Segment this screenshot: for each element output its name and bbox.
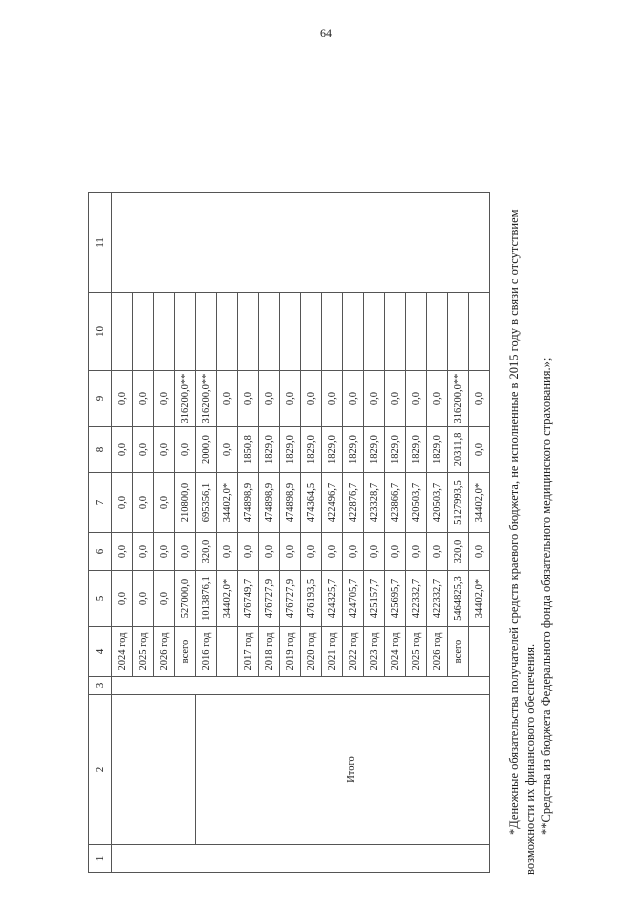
value-cell: 34402,0* — [469, 473, 490, 533]
period-cell: 2026 год — [427, 627, 448, 677]
col10-cell — [385, 293, 406, 371]
period-cell: 2023 год — [364, 627, 385, 677]
col10-cell — [175, 293, 196, 371]
value-cell: 0,0 — [133, 371, 154, 427]
value-cell: 0,0 — [175, 427, 196, 473]
value-cell: 5127993,5 — [448, 473, 469, 533]
value-cell: 0,0 — [154, 427, 175, 473]
value-cell: 420503,7 — [406, 473, 427, 533]
col10-cell — [133, 293, 154, 371]
value-cell: 1013876,1 — [196, 571, 217, 627]
value-cell: 422332,7 — [406, 571, 427, 627]
value-cell: 420503,7 — [427, 473, 448, 533]
value-cell: 1829,0 — [406, 427, 427, 473]
value-cell: 0,0 — [154, 473, 175, 533]
value-cell: 474898,9 — [280, 473, 301, 533]
value-cell: 0,0 — [217, 533, 238, 571]
value-cell: 423866,7 — [385, 473, 406, 533]
value-cell: 2000,0 — [196, 427, 217, 473]
col10-cell — [364, 293, 385, 371]
col3-cell — [112, 677, 490, 695]
value-cell: 0,0 — [259, 533, 280, 571]
value-cell: 0,0 — [112, 371, 133, 427]
value-cell: 0,0 — [112, 533, 133, 571]
value-cell: 34402,0* — [469, 571, 490, 627]
value-cell: 476749,7 — [238, 571, 259, 627]
period-cell: 2025 год — [406, 627, 427, 677]
value-cell: 0,0 — [364, 371, 385, 427]
column-number: 11 — [89, 193, 112, 293]
column-number: 9 — [89, 371, 112, 427]
value-cell: 0,0 — [217, 427, 238, 473]
period-cell — [217, 627, 238, 677]
table-row — [112, 193, 133, 873]
value-cell: 0,0 — [238, 533, 259, 571]
value-cell: 0,0 — [154, 533, 175, 571]
footnote-2: **Средства из бюджета Федерального фонда обязательного медицинского страхования.»; — [539, 357, 553, 835]
period-cell: 2024 год — [112, 627, 133, 677]
period-cell: 2025 год — [133, 627, 154, 677]
value-cell: 422876,7 — [343, 473, 364, 533]
col10-cell — [154, 293, 175, 371]
value-cell: 474898,9 — [238, 473, 259, 533]
col10-cell — [301, 293, 322, 371]
header-row — [89, 193, 112, 873]
value-cell: 34402,0* — [217, 473, 238, 533]
table-row — [196, 193, 217, 873]
period-cell: всего — [175, 627, 196, 677]
column-number: 2 — [89, 695, 112, 845]
value-cell: 0,0 — [133, 473, 154, 533]
value-cell: 0,0 — [322, 533, 343, 571]
budget-table — [88, 192, 490, 873]
value-cell: 1829,0 — [364, 427, 385, 473]
period-cell: всего — [448, 627, 469, 677]
col1-cell — [112, 845, 490, 873]
value-cell: 0,0 — [343, 533, 364, 571]
value-cell: 0,0 — [112, 473, 133, 533]
period-cell: 2021 год — [322, 627, 343, 677]
period-cell: 2022 год — [343, 627, 364, 677]
value-cell: 316200,0** — [196, 371, 217, 427]
value-cell: 423328,7 — [364, 473, 385, 533]
value-cell: 422332,7 — [427, 571, 448, 627]
value-cell: 0,0 — [238, 371, 259, 427]
value-cell: 0,0 — [175, 533, 196, 571]
col10-cell — [406, 293, 427, 371]
value-cell: 0,0 — [385, 371, 406, 427]
value-cell: 0,0 — [133, 533, 154, 571]
value-cell: 0,0 — [301, 533, 322, 571]
value-cell: 422496,7 — [322, 473, 343, 533]
value-cell: 527000,0 — [175, 571, 196, 627]
value-cell: 0,0 — [133, 427, 154, 473]
value-cell: 0,0 — [385, 533, 406, 571]
period-cell: 2019 год — [280, 627, 301, 677]
value-cell: 0,0 — [112, 571, 133, 627]
period-cell — [469, 627, 490, 677]
value-cell: 0,0 — [469, 533, 490, 571]
value-cell: 0,0 — [364, 533, 385, 571]
footnote-1-cont: возможности их финансового обеспечения. — [523, 643, 537, 875]
column-number: 1 — [89, 845, 112, 873]
column-number: 7 — [89, 473, 112, 533]
value-cell: 0,0 — [406, 371, 427, 427]
value-cell: 425695,7 — [385, 571, 406, 627]
page-number: 64 — [320, 26, 332, 40]
value-cell: 1829,0 — [259, 427, 280, 473]
period-cell: 2024 год — [385, 627, 406, 677]
value-cell: 1829,0 — [385, 427, 406, 473]
col10-cell — [196, 293, 217, 371]
value-cell: 0,0 — [343, 371, 364, 427]
value-cell: 210800,0 — [175, 473, 196, 533]
value-cell: 424325,7 — [322, 571, 343, 627]
value-cell: 474898,9 — [259, 473, 280, 533]
value-cell: 0,0 — [154, 371, 175, 427]
value-cell: 316200,0** — [175, 371, 196, 427]
value-cell: 1829,0 — [343, 427, 364, 473]
period-cell: 2016 год — [196, 627, 217, 677]
value-cell: 1829,0 — [427, 427, 448, 473]
value-cell: 0,0 — [259, 371, 280, 427]
column-number: 10 — [89, 293, 112, 371]
value-cell: 424705,7 — [343, 571, 364, 627]
column-number: 3 — [89, 677, 112, 695]
col10-cell — [217, 293, 238, 371]
value-cell: 0,0 — [280, 533, 301, 571]
rotated-page-content — [88, 25, 553, 905]
column-number: 8 — [89, 427, 112, 473]
col10-cell — [469, 293, 490, 371]
col10-cell — [238, 293, 259, 371]
value-cell: 0,0 — [469, 427, 490, 473]
value-cell: 1850,8 — [238, 427, 259, 473]
value-cell: 320,0 — [196, 533, 217, 571]
value-cell: 1829,0 — [301, 427, 322, 473]
value-cell: 1829,0 — [280, 427, 301, 473]
period-cell: 2018 год — [259, 627, 280, 677]
col10-cell — [112, 293, 133, 371]
value-cell: 476727,9 — [280, 571, 301, 627]
value-cell: 0,0 — [301, 371, 322, 427]
footnotes — [506, 35, 554, 875]
value-cell: 0,0 — [280, 371, 301, 427]
value-cell: 34402,0* — [217, 571, 238, 627]
period-cell: 2020 год — [301, 627, 322, 677]
value-cell: 425157,7 — [364, 571, 385, 627]
value-cell: 476727,9 — [259, 571, 280, 627]
value-cell: 5464825,3 — [448, 571, 469, 627]
col2-cell-upper — [112, 695, 196, 845]
value-cell: 0,0 — [154, 571, 175, 627]
column-number: 4 — [89, 627, 112, 677]
value-cell: 0,0 — [112, 427, 133, 473]
period-cell: 2017 год — [238, 627, 259, 677]
total-label: Итого — [196, 695, 490, 845]
column-number: 6 — [89, 533, 112, 571]
budget-table-body — [89, 193, 490, 873]
period-cell: 2026 год — [154, 627, 175, 677]
footnote-1: *Денежные обязательства получателей средств краевого бюджета, не исполненные в 2015 году в связи с отсутствием — [507, 209, 521, 835]
value-cell: 0,0 — [217, 371, 238, 427]
value-cell: 1829,0 — [322, 427, 343, 473]
col10-cell — [322, 293, 343, 371]
value-cell: 0,0 — [133, 571, 154, 627]
value-cell: 316200,0** — [448, 371, 469, 427]
value-cell: 20311,8 — [448, 427, 469, 473]
col10-cell — [259, 293, 280, 371]
col10-cell — [427, 293, 448, 371]
col10-cell — [280, 293, 301, 371]
value-cell: 0,0 — [427, 371, 448, 427]
col10-cell — [448, 293, 469, 371]
value-cell: 0,0 — [406, 533, 427, 571]
column-number: 5 — [89, 571, 112, 627]
value-cell: 0,0 — [427, 533, 448, 571]
value-cell: 476193,5 — [301, 571, 322, 627]
value-cell: 695356,1 — [196, 473, 217, 533]
value-cell: 0,0 — [322, 371, 343, 427]
value-cell: 474364,5 — [301, 473, 322, 533]
col10-cell — [343, 293, 364, 371]
value-cell: 320,0 — [448, 533, 469, 571]
value-cell: 0,0 — [469, 371, 490, 427]
col11-cell — [112, 193, 490, 293]
